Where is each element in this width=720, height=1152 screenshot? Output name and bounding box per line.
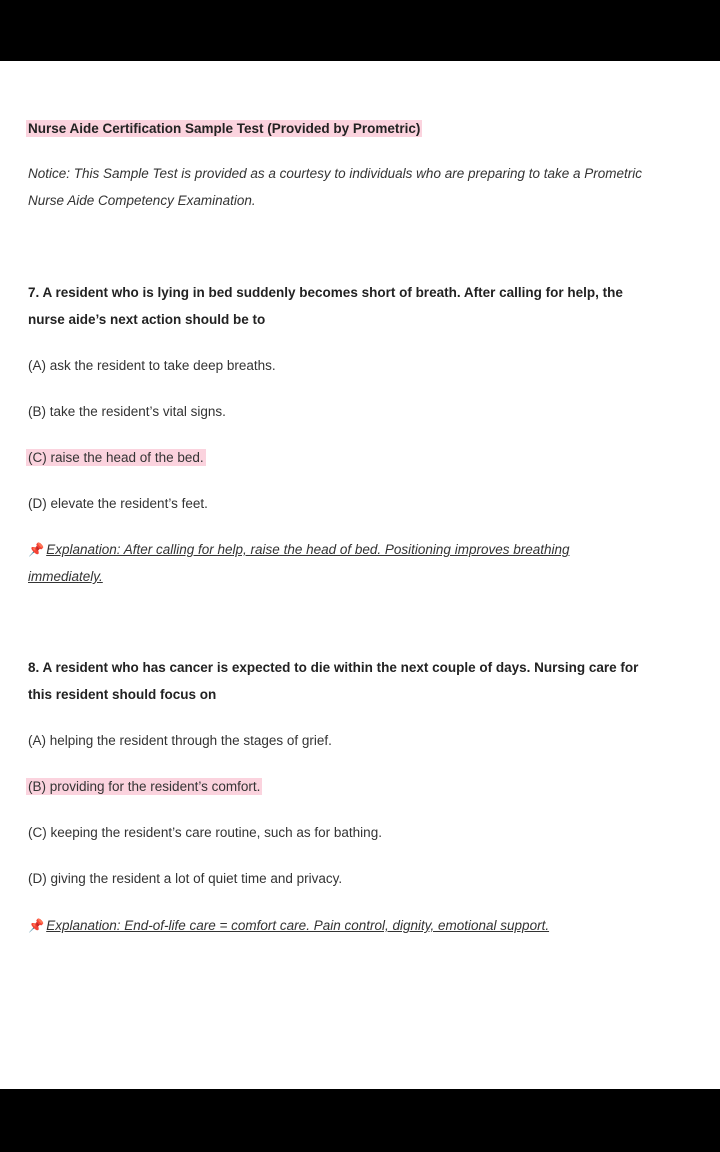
question-8-option-b — [28, 777, 262, 797]
question-8-line-2: this resident should focus on — [28, 687, 217, 702]
question-8-explanation-line-1 — [28, 916, 549, 936]
question-7-explanation-line-1 — [28, 540, 570, 560]
question-8-option-a: (A) helping the resident through the stages of grief. — [28, 733, 332, 748]
question-7-option-a: (A) ask the resident to take deep breaths. — [28, 358, 276, 373]
question-7-option-b: (B) take the resident’s vital signs. — [28, 404, 226, 419]
question-8-line-1: 8. A resident who has cancer is expected to die within the next couple of days. Nursing care for — [28, 660, 639, 675]
pushpin-icon: 📌 — [28, 918, 45, 933]
question-8-option-d: (D) giving the resident a lot of quiet time and privacy. — [28, 871, 343, 886]
question-7-option-c — [28, 448, 206, 468]
document-title — [28, 119, 422, 139]
question-7-option-d: (D) elevate the resident’s feet. — [28, 496, 208, 511]
title-highlight: Nurse Aide Certification Sample Test (Provided by Prometric) — [28, 121, 421, 136]
notice-line-1: Notice: This Sample Test is provided as a courtesy to individuals who are preparing to take a Prometric — [28, 166, 643, 181]
question-7-explanation-text: Explanation: After calling for help, raise the head of bed. Positioning improves breathing — [46, 542, 570, 557]
question-8-explanation-text: Explanation: End-of-life care = comfort care. Pain control, dignity, emotional support. — [46, 918, 550, 933]
question-7-explanation-line-2: immediately. — [28, 569, 103, 584]
question-8-correct-answer: (B) providing for the resident’s comfort. — [28, 779, 261, 794]
notice-line-2: Nurse Aide Competency Examination. — [28, 193, 256, 208]
document-page — [0, 61, 720, 1089]
question-8-option-c: (C) keeping the resident’s care routine, such as for bathing. — [28, 825, 382, 840]
question-7-line-1: 7. A resident who is lying in bed suddenly becomes short of breath. After calling for help, the — [28, 285, 623, 300]
pushpin-icon: 📌 — [28, 542, 45, 557]
question-7-line-2: nurse aide’s next action should be to — [28, 312, 266, 327]
question-7-correct-answer: (C) raise the head of the bed. — [28, 450, 204, 465]
